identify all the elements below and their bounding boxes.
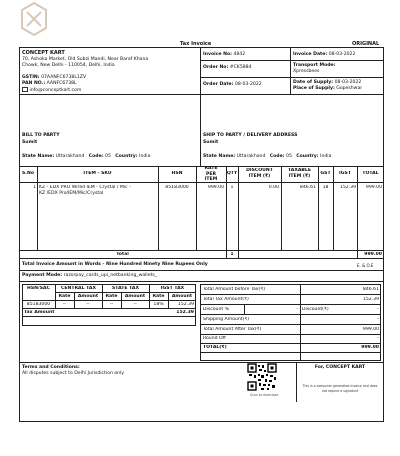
- header-gst: GST: [320, 171, 331, 176]
- before-tax-label: Total Amount before Tax(₹): [203, 287, 266, 292]
- row-total: 999.00: [365, 185, 382, 190]
- tax-amount-bottom: [22, 316, 196, 317]
- ship-to-state: [203, 154, 331, 160]
- bill-country-value: India: [139, 154, 151, 159]
- tax-sub-header-line: [55, 292, 196, 293]
- ship-to-heading: SHIP TO PARTY / DELIVERY ADDRESS: [203, 133, 298, 138]
- qr-caption: Scan to download: [250, 393, 279, 397]
- col-line: [226, 166, 227, 258]
- bill-state-label: State Name:: [22, 154, 55, 159]
- gstin-label: GSTIN:: [22, 75, 40, 80]
- round-off-value: -: [377, 336, 379, 341]
- items-total-top: [19, 250, 384, 251]
- grand-total-value: 999.00: [361, 345, 379, 350]
- eoe-label: E. & O.E: [357, 263, 374, 268]
- after-tax-value: 999.00: [362, 327, 379, 332]
- invoice-no-value: 4842: [233, 52, 246, 57]
- discount-value: -: [377, 307, 379, 312]
- gstin-value: 07AANFC6738L1ZV: [41, 75, 87, 80]
- after-tax-label: Total Amount After Tax(₹): [203, 327, 262, 332]
- items-total-qty: 1: [230, 252, 234, 257]
- header-taxable-line2: ITEM (₹): [288, 173, 311, 179]
- round-off-label: Round Off: [203, 336, 226, 341]
- payment-value: razorpay_cards_upi_netbanking_wallets_: [63, 273, 158, 278]
- row-taxable: 846.61: [299, 185, 316, 190]
- header-rate-line2: PER: [205, 171, 217, 177]
- payment-mode: [22, 273, 157, 279]
- seller-email: info@conceptkart.com: [29, 88, 82, 93]
- row-qty: 1: [230, 185, 234, 190]
- seller-email-row: [22, 87, 81, 94]
- seller-address-line1: 70, Ashoka Market, Old Subzi Mandi, Near Baraf Khana: [22, 57, 149, 62]
- copy-label: ORIGINAL: [352, 41, 380, 47]
- header-total: TOTAL: [362, 171, 379, 176]
- ship-country-value: India: [320, 154, 332, 159]
- party-divider: [200, 94, 201, 166]
- tax-sub-amount: Amount: [124, 294, 146, 299]
- order-no: [203, 65, 252, 71]
- supply-date-label: Date of Supply:: [293, 80, 334, 85]
- tax-sub-rate: Rate: [105, 294, 118, 299]
- transport-value: Xpressbees: [293, 68, 320, 74]
- ship-state-value: Uttarakhand: [236, 154, 266, 159]
- header-igst: IGST: [339, 171, 351, 176]
- grand-total-label: TOTAL(₹): [203, 345, 227, 350]
- pan-value: AANFC6738L: [46, 81, 77, 86]
- tax-header-hsn: HSN/SAC: [27, 286, 50, 291]
- party-top-line: [19, 94, 384, 95]
- document-title: Tax Invoice: [180, 41, 212, 47]
- seller-gstin: [22, 75, 86, 81]
- row-sno: 1: [33, 185, 36, 190]
- discount-label: Discount(₹): [302, 307, 329, 312]
- totals-line: [200, 304, 381, 305]
- pan-label: PAN NO.:: [22, 81, 46, 86]
- invoice-date-label: Invoice Date:: [293, 52, 328, 57]
- shipping-value: -: [377, 317, 379, 322]
- header-discount: [238, 168, 281, 179]
- tax-row-i-rate: 18%: [153, 302, 164, 307]
- col-line: [37, 166, 38, 250]
- tax-sub-rate: Rate: [58, 294, 71, 299]
- totals-line: [200, 352, 381, 353]
- header-taxable-line1: TAXABLE: [288, 168, 311, 173]
- place-of-supply: [293, 86, 362, 92]
- computer-generated-note-line2: not require a signature: [321, 389, 359, 393]
- invoice-date: [293, 52, 355, 58]
- logo-hexagon-icon: [20, 2, 48, 36]
- invoice-no-label: Invoice No:: [203, 52, 232, 57]
- ship-to-name: Sumit: [203, 140, 219, 145]
- discount-pct-value: -: [296, 307, 298, 312]
- tax-row-hsn: 85183000: [26, 302, 51, 307]
- ship-country-label: Country:: [296, 154, 319, 159]
- tax-total-value: 152.39: [362, 297, 379, 302]
- payment-label: Payment Mode:: [22, 273, 63, 278]
- totals-line: [200, 324, 381, 325]
- header-discount-line2: ITEM (₹): [248, 173, 271, 179]
- bill-state-value: Uttarakhand: [55, 154, 85, 159]
- row-discount: 0.00: [268, 185, 279, 190]
- tax-row-s-amount: --: [133, 302, 137, 307]
- qr-code-icon: [247, 363, 277, 391]
- totals-line: [200, 334, 381, 335]
- tax-sub-amount: Amount: [77, 294, 99, 299]
- tax-row-c-rate: --: [62, 302, 67, 307]
- tax-amount-value: 152.39: [176, 310, 194, 315]
- order-date-value: 08-03-2022: [234, 82, 262, 87]
- bill-to-heading: BILL TO PARTY: [22, 133, 60, 138]
- meta-divider-left: [200, 47, 201, 94]
- bill-code-value: 05: [105, 154, 111, 159]
- discount-pct-label: Discount %: [203, 307, 229, 312]
- meta-row-line1: [200, 60, 384, 61]
- tax-row-c-amount: --: [86, 302, 90, 307]
- header-item: ITEM - SKU: [83, 171, 112, 176]
- row-item-line2: KZ /EDX Pro/IEM/Mic/Crystal: [39, 190, 104, 196]
- tax-header-state: STATE TAX: [111, 286, 140, 291]
- totals-line: [200, 343, 381, 344]
- terms-text: All disputes subject to Delhi Jurisdiction only: [22, 371, 125, 376]
- row-item-line1: KZ - EDX PRO Wired IEM - Crystal / Mic -: [39, 185, 131, 190]
- discount-split: [244, 304, 245, 314]
- seller-name: CONCEPT KART: [22, 50, 65, 56]
- transport-mode: [293, 63, 335, 74]
- row-gst: 18: [322, 185, 329, 190]
- items-total-amount: 999.00: [364, 252, 382, 257]
- row-hsn: 85183000: [165, 185, 189, 190]
- shipping-label: Shipping Amount(₹): [203, 317, 250, 322]
- row-item: [39, 185, 157, 196]
- tax-sub-rate: Rate: [152, 294, 165, 299]
- invoice-no: [203, 52, 245, 58]
- invoice-date-value: 08-03-2022: [328, 52, 356, 57]
- transport-label: Transport Mode:: [293, 63, 336, 68]
- supply-date: [293, 80, 361, 86]
- for-company-label: For, CONCEPT KART: [314, 365, 366, 370]
- tax-header-igst: IGST TAX: [160, 286, 185, 291]
- items-total-label: Total: [116, 252, 129, 257]
- supply-date-value: 08-03-2022: [334, 80, 362, 85]
- col-line: [158, 166, 159, 250]
- order-date-label: Order Date:: [203, 82, 234, 87]
- bill-to-state: [22, 154, 150, 160]
- terms-heading: Terms and Conditions:: [22, 365, 80, 370]
- place-value: Gopeshwar: [336, 86, 363, 91]
- col-line: [333, 166, 334, 250]
- amount-in-words: Total Invoice Amount in Words - Nine Hundred Ninety Nine Rupees Only: [22, 262, 208, 267]
- seller-pan: [22, 81, 77, 87]
- row-rate: 999.00: [207, 185, 224, 190]
- header-discount-line1: DISCOUNT: [246, 168, 273, 173]
- meta-row-line2: [200, 77, 384, 78]
- ship-code-value: 05: [286, 154, 292, 159]
- tax-amount-label: Tax Amount: [24, 310, 55, 315]
- bill-code-label: Code:: [88, 154, 104, 159]
- col-line: [357, 166, 358, 258]
- bill-country-label: Country:: [115, 154, 138, 159]
- tax-row-bottom: [22, 308, 196, 309]
- order-date: [203, 82, 262, 88]
- tax-total-label: Total Tax Amount(₹): [203, 297, 249, 302]
- col-line: [318, 166, 319, 250]
- meta-divider-mid: [290, 47, 291, 94]
- totals-line: [200, 294, 381, 295]
- header-qty: QTY: [226, 171, 238, 176]
- computer-generated-note-line1: This is a computer generated invoice and does: [302, 384, 378, 388]
- col-line: [238, 166, 239, 258]
- header-taxable: [281, 168, 318, 179]
- payment-bottom-line: [19, 281, 384, 282]
- header-rate-line3: ITEM: [204, 177, 218, 183]
- place-label: Place of Supply:: [293, 86, 335, 91]
- words-bottom-line: [19, 270, 384, 271]
- totals-divider: [300, 284, 301, 361]
- ship-state-label: State Name:: [203, 154, 236, 159]
- order-no-label: Order No:: [203, 65, 229, 70]
- header-rate: [196, 166, 226, 183]
- tax-row-i-amount: 152.39: [177, 302, 194, 307]
- tax-header-central: CENTRAL TAX: [61, 286, 96, 291]
- header-rate-line1: RATE: [204, 166, 218, 171]
- row-igst: 152.39: [339, 185, 356, 190]
- tax-sub-amount: Amount: [171, 294, 193, 299]
- seller-address-line2: Chowk, New Delhi - 110054, Delhi, India: [22, 63, 115, 68]
- totals-line: [200, 314, 381, 315]
- before-tax-value: 846.61: [362, 287, 379, 292]
- header-sno: S.No: [21, 171, 35, 176]
- ship-code-label: Code:: [269, 154, 285, 159]
- company-logo: [20, 2, 48, 36]
- tax-header-bottom: [22, 300, 196, 301]
- tax-row-s-rate: --: [109, 302, 114, 307]
- header-hsn: HSN: [171, 171, 183, 176]
- order-no-value: #CK5884: [229, 65, 252, 70]
- items-total-bottom: [19, 258, 384, 259]
- bill-to-name: Sumit: [22, 140, 38, 145]
- email-icon: [22, 87, 28, 92]
